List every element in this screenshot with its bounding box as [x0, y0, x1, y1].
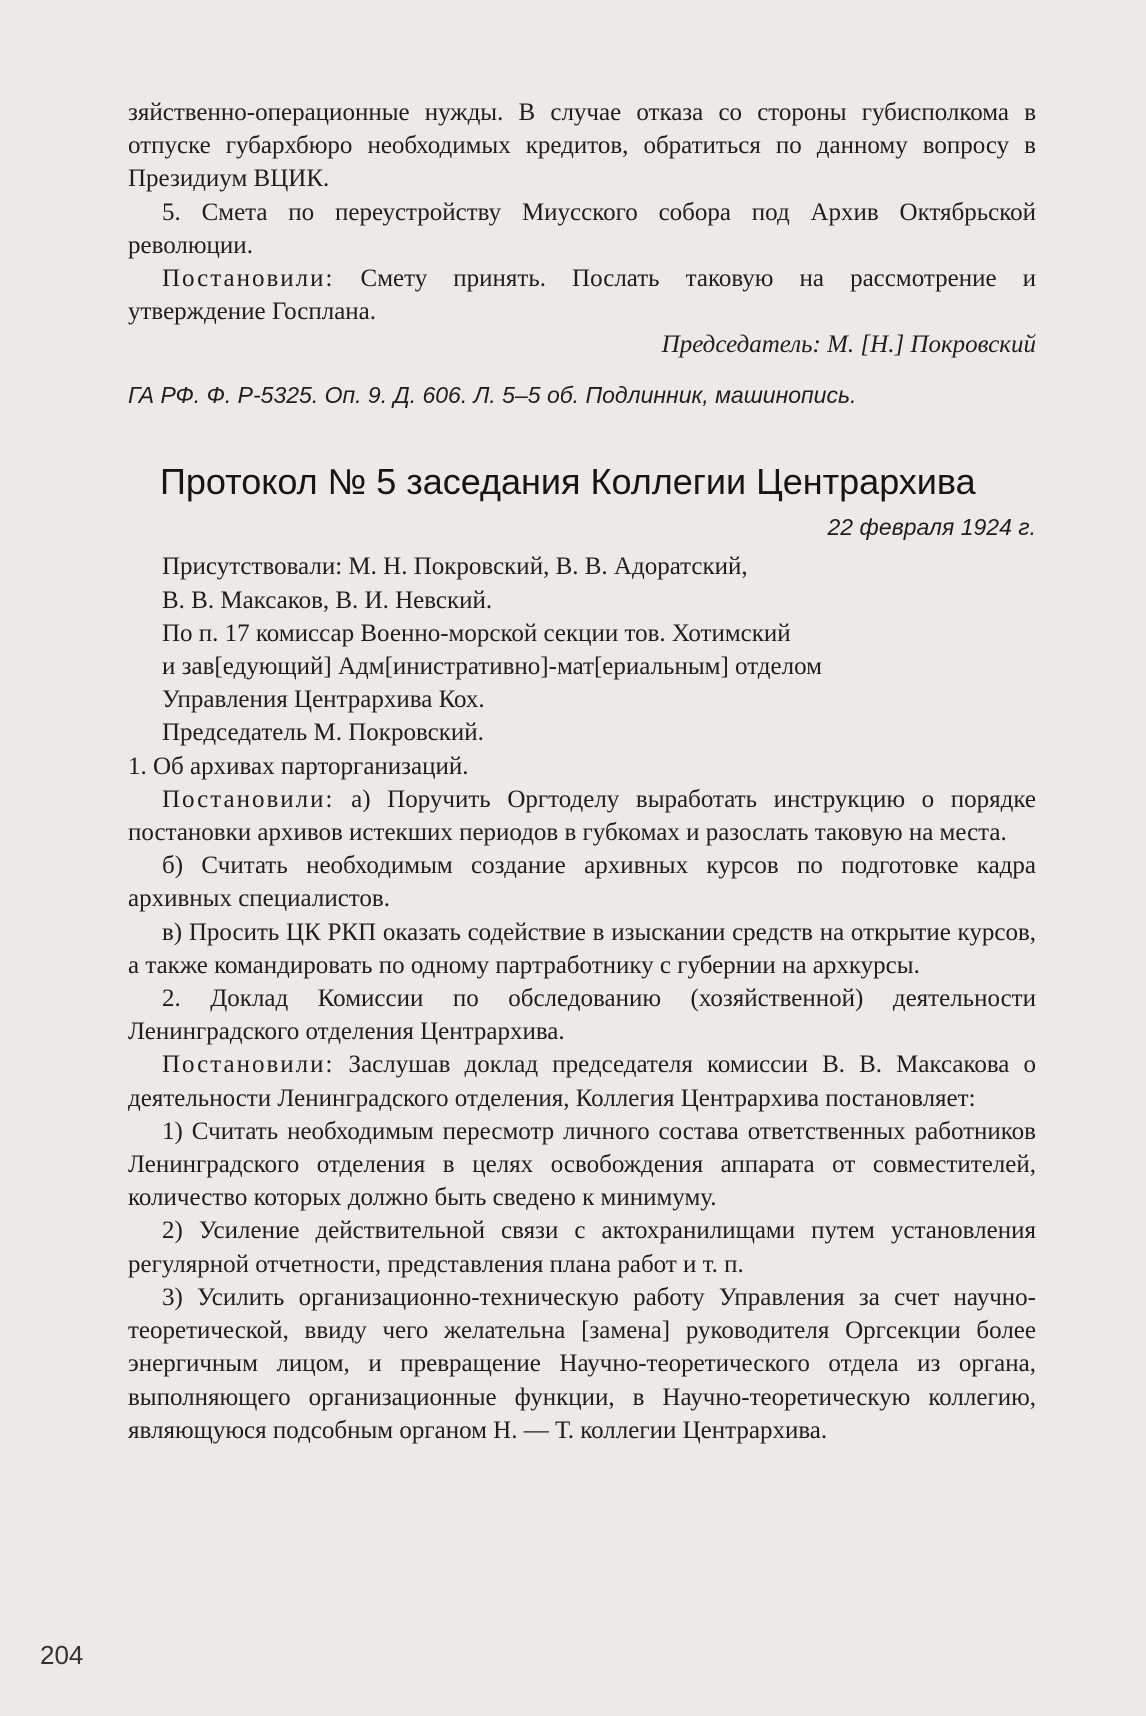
attendees-line-1: Присутствовали: М. Н. Покровский, В. В. Адоратский,: [162, 553, 748, 581]
guests-line-1: По п. 17 комиссар Военно-морской секции тов. Хотимский: [162, 619, 791, 647]
guests-line-2: и зав[едующий] Адм[инистративно]-мат[ериальным] отделом: [162, 653, 822, 681]
resolution-label: Постановили:: [162, 265, 335, 293]
page-number: 204: [40, 1640, 84, 1670]
protocol-chairman: Председатель М. Покровский.: [162, 719, 484, 747]
attendees-line-2: В. В. Максаков, В. И. Невский.: [162, 586, 493, 614]
resolution-text: Смету принять. Послать таковую на рассмотрение и утверждение Госплана.: [128, 265, 1036, 326]
guests-line-3: Управления Центрархива Кох.: [162, 686, 485, 714]
text-column: [128, 96, 1036, 1447]
agenda-item-1: 1. Об архивах парторганизаций.: [128, 752, 469, 780]
item-1-resolution-b: б) Считать необходимым создание архивных курсов по подготовке кадра архивных специалистов.: [128, 852, 1036, 913]
item-2-point-3: 3) Усилить организационно-техническую работу Управления за счет научно-теоретической, ввиду чего желательна [замена] руководителя Оргсекции более энергичным лицом, и превращение Научно-теоретического отдела из органа, выполняющего организационные функции, в Научно-теоретическую коллегию, являющуюся подсобным органом Н. — Т. коллегии Центрархива.: [128, 1283, 1036, 1444]
resolution-text: Заслушав доклад председателя комиссии В. В. Максакова о деятельности Ленинградского отделения, Коллегия Центрархива постановляет:: [128, 1051, 1036, 1112]
agenda-item-2: 2. Доклад Комиссии по обследованию (хозяйственной) деятельности Ленинградского отделения Центрархива.: [128, 985, 1036, 1046]
item-1-resolution-a: [128, 783, 1036, 849]
resolution-label: Постановили:: [162, 1051, 335, 1079]
resolution-text: а) Поручить Оргтоделу выработать инструкцию о порядке постановки архивов истекших периодов в губкомах и разослать таковую на места.: [128, 785, 1036, 847]
archival-source: ГА РФ. Ф. Р-5325. Оп. 9. Д. 606. Л. 5–5 об. Подлинник, машинопись.: [128, 382, 857, 409]
item-2-point-2: 2) Усиление действительной связи с актохранилищами путем установления регулярной отчетности, представления плана работ и т. п.: [128, 1217, 1036, 1278]
protocol-title: Протокол № 5 заседания Коллегии Центрархива: [160, 461, 976, 503]
resolution-label: Постановили:: [162, 785, 335, 813]
paragraph-resolution-5: [128, 262, 1036, 328]
paragraph-continued: зяйственно-операционные нужды. В случае отказа со стороны губисполкома в отпуске губархбюро необходимых кредитов, обратиться по данному вопросу в Президиум ВЦИК.: [128, 99, 1036, 193]
paragraph-item-5: 5. Смета по переустройству Миусского собора под Архив Октябрьской революции.: [128, 198, 1036, 259]
item-2-point-1: 1) Считать необходимым пересмотр личного состава ответственных работников Ленинградского отделения в целях освобождения аппарата от совместителей, количество которых должно быть сведено к минимуму.: [128, 1117, 1036, 1212]
item-2-resolution: [128, 1048, 1036, 1114]
item-1-resolution-c: в) Просить ЦК РКП оказать содействие в изыскании средств на открытие курсов, а также командировать по одному партработнику с губернии на архкурсы.: [128, 918, 1036, 979]
chairman-signature: Председатель: М. [Н.] Покровский: [661, 331, 1036, 359]
protocol-date: 22 февраля 1924 г.: [827, 514, 1036, 541]
